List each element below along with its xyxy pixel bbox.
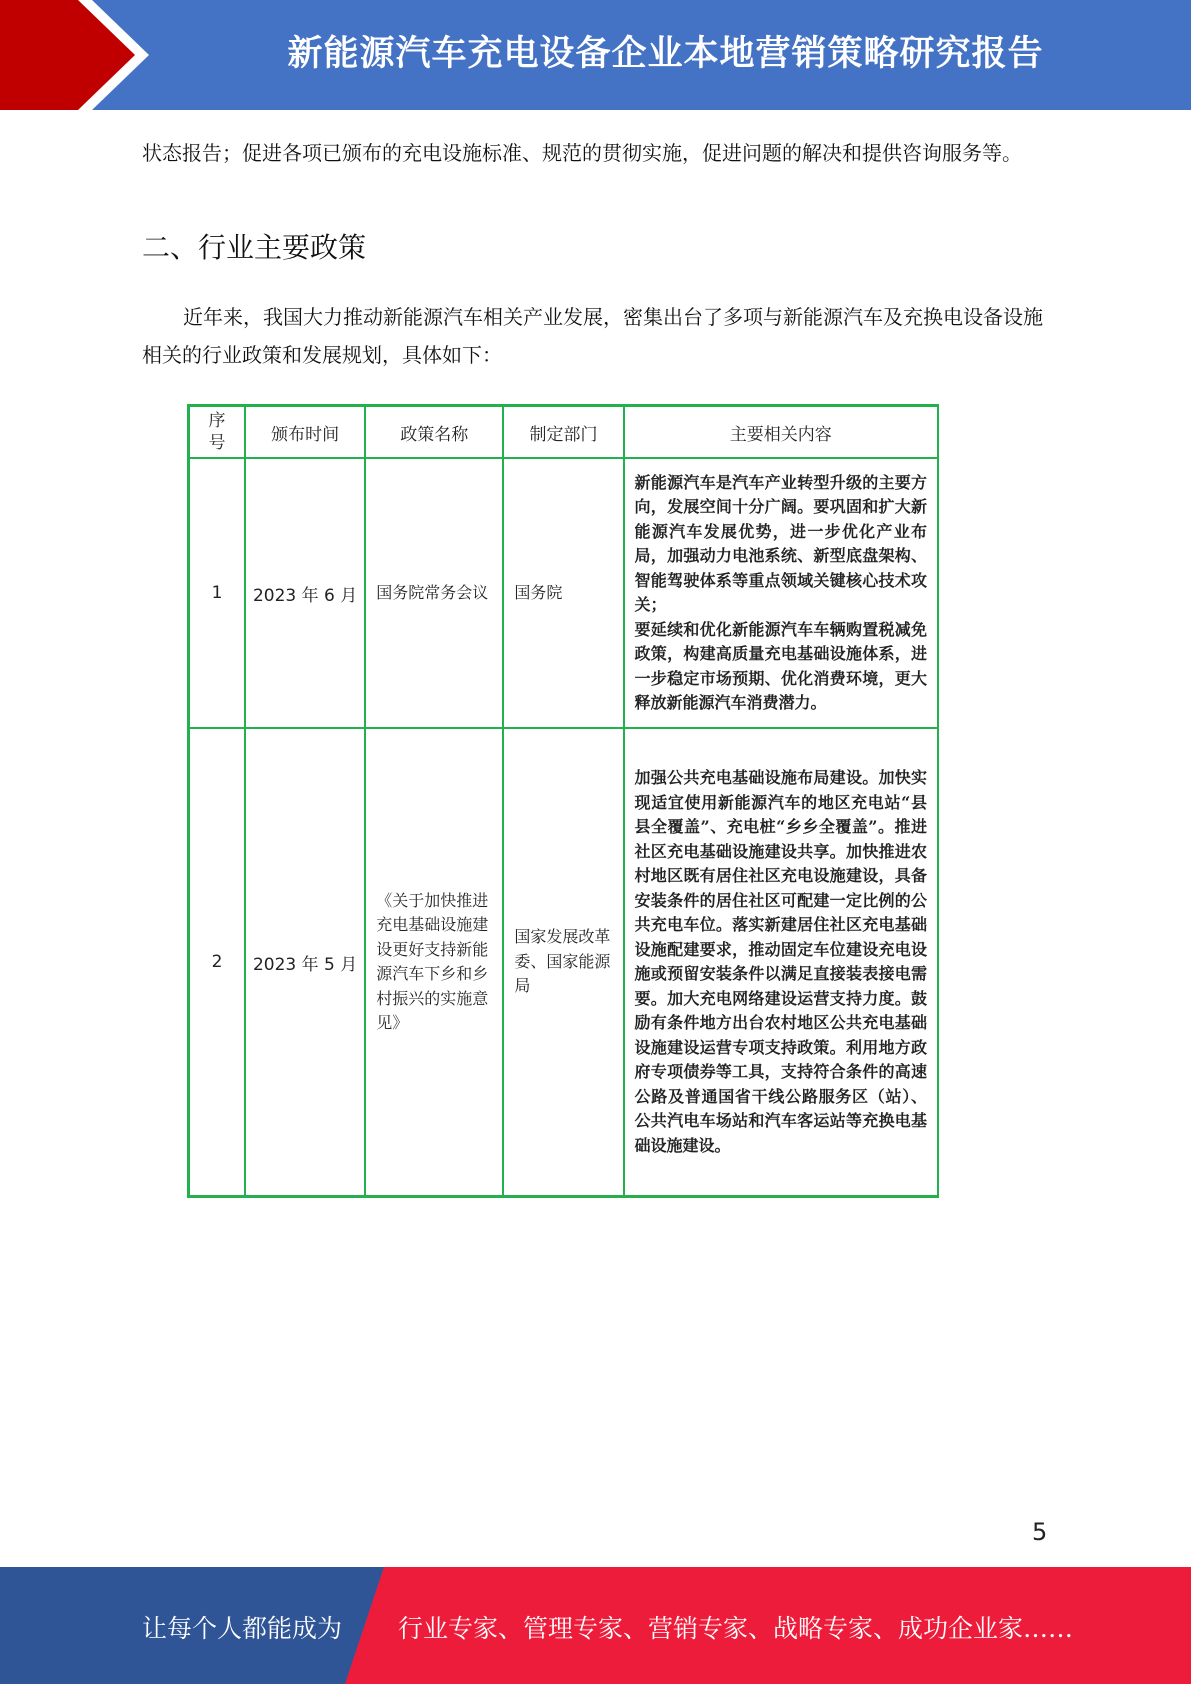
table-row — [189, 458, 939, 728]
table-row — [189, 728, 939, 1197]
cell-name — [365, 728, 503, 1197]
cell-no: 1 — [189, 458, 246, 728]
cell-date: 2023 年 6 月 — [245, 458, 365, 728]
continuation-paragraph: 状态报告；促进各项已颁布的充电设施标准、规范的贯彻实施，促进问题的解决和提供咨询服务等。 — [142, 141, 1022, 165]
dept-text: 国家发展改革委、国家能源局 — [514, 927, 611, 996]
content-text: 加强公共充电基础设施布局建设。加快实现适宜使用新能源汽车的地区充电站“县县全覆盖”、充电桩“乡乡全覆盖”。推进社区充电基础设施建设共享。加快推进农村地区既有居住社区充电设施建设，具备安装条件的居住社区可配建一定比例的公共充电车位。落实新建居住社区充电基础设施配建要求，推动固定车位建设充电设施或预留安装条件以满足直接装表接电需要。加大充电网络建设运营支持力度。鼓励有条件地方出台农村地区公共充电基础设施建设运营专项支持政策。利用地方政府专项债券等工具，支持符合条件的高速公路及普通国省干线公路服务区（站）、公共汽电车场站和汽车客运站等充换电基础设施建设。 — [634, 768, 927, 1155]
page-footer — [0, 1567, 1191, 1684]
header-cell-dept: 制定部门 — [503, 406, 623, 459]
page-number: 5 — [1032, 1518, 1048, 1546]
intro-paragraph: 近年来，我国大力推动新能源汽车相关产业发展，密集出台了多项与新能源汽车及充换电设备设施相关的行业政策和发展规划，具体如下： — [142, 305, 1043, 367]
footer-slogan-right: 行业专家、管理专家、营销专家、战略专家、成功企业家…… — [398, 1614, 1074, 1643]
cell-date: 2023 年 5 月 — [245, 728, 365, 1197]
cell-content — [624, 458, 938, 728]
table-header-row — [189, 406, 939, 459]
page-header — [0, 0, 1191, 110]
cell-name — [365, 458, 503, 728]
header-cell-content: 主要相关内容 — [624, 406, 938, 459]
report-title: 新能源汽车充电设备企业本地营销策略研究报告 — [287, 34, 1044, 74]
content-text: 新能源汽车是汽车产业转型升级的主要方向，发展空间十分广阔。要巩固和扩大新能源汽车发展优势，进一步优化产业布局，加强动力电池系统、新型底盘架构、智能驾驶体系等重点领域关键核心技术攻关； 要延续和优化新能源汽车车辆购置税减免政策，构建高质量充电基础设施体系，进一步稳定市场预期、优化消费环境，更大释放新能源汽车消费潜力。 — [634, 472, 927, 712]
footer-slogan-left: 让每个人都能成为 — [142, 1614, 343, 1643]
dept-text: 国务院 — [514, 582, 563, 602]
header-cell-date: 颁布时间 — [245, 406, 365, 459]
cell-dept — [503, 458, 623, 728]
cell-content — [624, 728, 938, 1197]
policy-table — [187, 404, 939, 1198]
header-cell-no: 序号 — [189, 406, 246, 459]
cell-dept — [503, 728, 623, 1197]
section-heading: 二、行业主要政策 — [142, 231, 367, 264]
policy-name-text: 《关于加快推进充电基础设施建设更好支持新能源汽车下乡和乡村振兴的实施意见》 — [376, 890, 489, 1032]
header-chevron-decoration — [0, 0, 160, 110]
header-cell-name: 政策名称 — [365, 406, 503, 459]
policy-name-text: 国务院常务会议 — [376, 582, 489, 602]
cell-no: 2 — [189, 728, 246, 1197]
